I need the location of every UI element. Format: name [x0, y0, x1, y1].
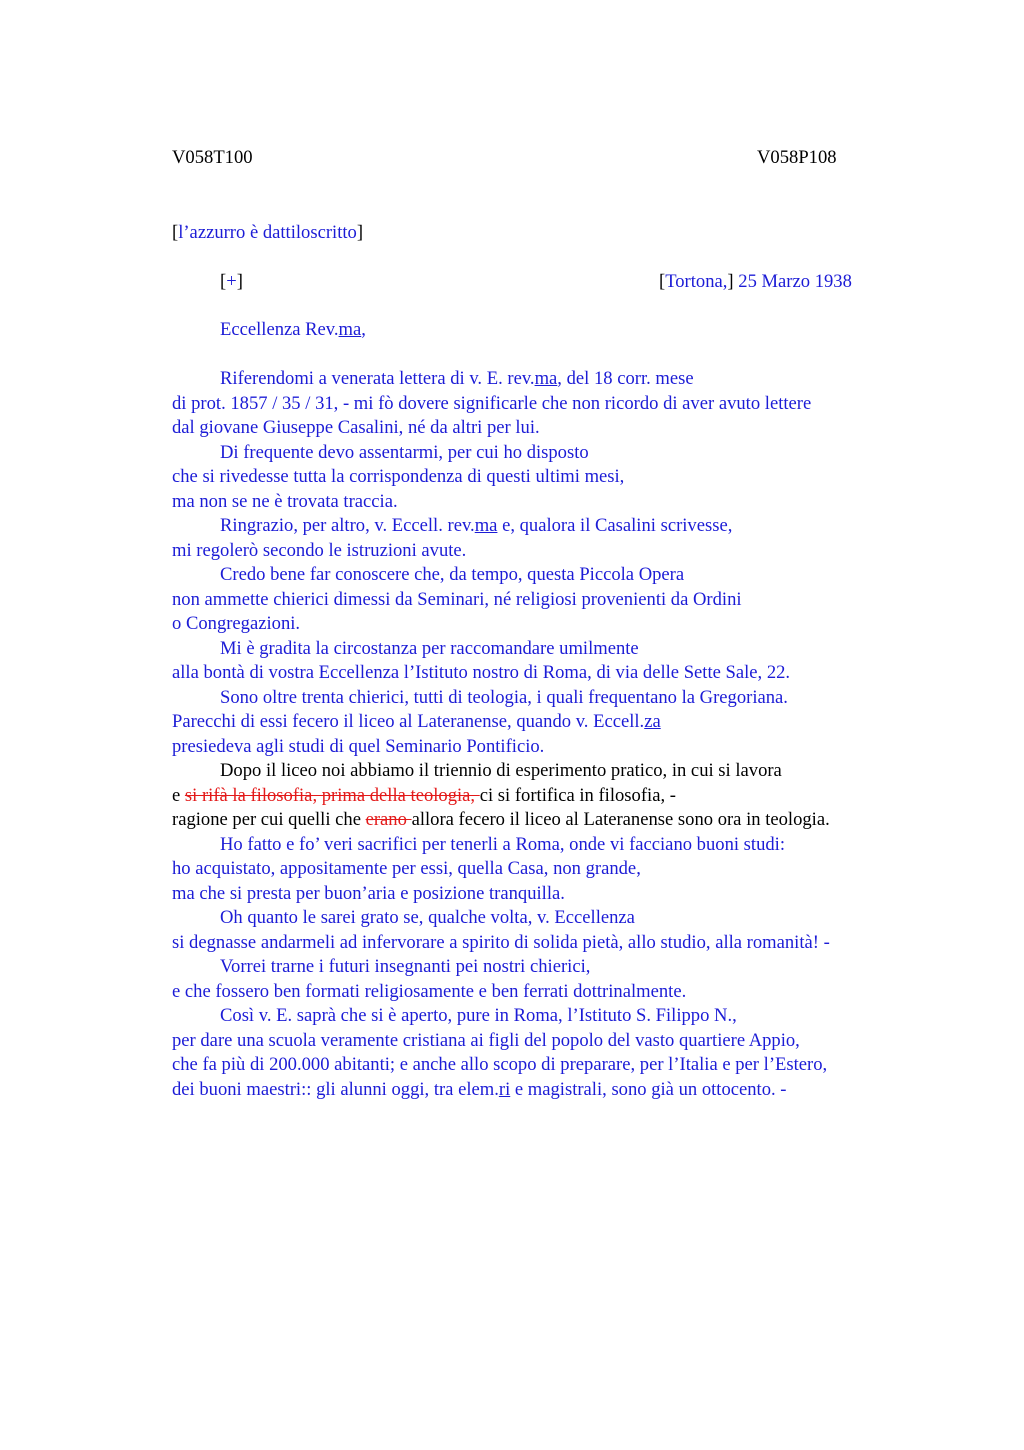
text-run: Riferendomi a venerata lettera di v. E. rev. — [220, 368, 535, 389]
body-line: per dare una scuola veramente cristiana ai figli del popolo del vasto quartiere Appio, — [172, 1029, 800, 1051]
bracket-open: [ — [172, 222, 179, 243]
text-run: Ringrazio, per altro, v. Eccell. rev. — [220, 515, 475, 536]
text-run: e — [172, 784, 185, 806]
document-code-left: V058T100 — [172, 147, 253, 168]
text-run: ragione per cui quelli che — [172, 809, 366, 830]
text-run: allora fecero il liceo al Lateranense sono ora in teologia. — [411, 809, 830, 830]
body-line: presiedeva agli studi di quel Seminario Pontificio. — [172, 735, 545, 757]
body-line: e che fossero ben formati religiosamente e ben ferrati dottrinalmente. — [172, 980, 687, 1002]
body-line: dal giovane Giuseppe Casalini, né da altri per lui. — [172, 417, 540, 438]
bracket-close: ] — [727, 271, 734, 292]
body-line: Credo bene far conoscere che, da tempo, questa Piccola Opera — [220, 564, 685, 585]
body-line: Sono oltre trenta chierici, tutti di teologia, i quali frequentano la Gregoriana. — [220, 686, 788, 708]
salutation — [220, 318, 366, 342]
body-line: ma non se ne è trovata traccia. — [172, 490, 398, 512]
body-line: Vorrei trarne i futuri insegnanti pei nostri chierici, — [220, 956, 591, 977]
body-line — [172, 1078, 830, 1103]
punctuation: , — [361, 319, 366, 340]
letter-date: 25 Marzo 1938 — [733, 271, 852, 292]
cross-mark — [220, 270, 243, 294]
handwritten-line — [172, 808, 830, 833]
abbreviation: za — [644, 711, 661, 732]
deleted-text: erano — [365, 809, 412, 830]
body-line: mi regolerò secondo le istruzioni avute. — [172, 539, 467, 561]
text-run: dei buoni maestri:: gli alunni oggi, tra elem. — [172, 1078, 499, 1100]
body-line: non ammette chierici dimessi da Seminari, né religiosi provenienti da Ordini — [172, 588, 742, 610]
abbreviation: ma — [534, 368, 558, 389]
handwritten-line — [172, 784, 830, 809]
bracket-open: [ — [220, 271, 227, 292]
body-line — [172, 514, 830, 539]
body-line: Ho fatto e fo’ veri sacrifici per tenerli a Roma, onde vi facciano buoni studi: — [220, 833, 786, 855]
body-line: che si rivedesse tutta la corrispondenza di questi ultimi mesi, — [172, 466, 625, 487]
abbreviation: ri — [498, 1078, 511, 1100]
body-line: Mi è gradita la circostanza per raccomandare umilmente — [220, 637, 639, 659]
body-line: Oh quanto le sarei grato se, qualche volta, v. Eccellenza — [220, 907, 635, 928]
abbreviation: ma — [338, 319, 362, 340]
cross-symbol: + — [226, 271, 237, 292]
body-line: alla bontà di vostra Eccellenza l’Istituto nostro di Roma, di via delle Sette Sale, 22. — [172, 662, 791, 683]
text-run: e magistrali, sono già un ottocento. - — [510, 1078, 787, 1100]
bracket-close: ] — [236, 271, 243, 292]
letter-body — [172, 367, 830, 1102]
body-line: di prot. 1857 / 35 / 31, - mi fò dovere significarle che non ricordo di aver avuto lettere — [172, 392, 812, 414]
editorial-note-text: l’azzurro è dattiloscritto — [178, 222, 357, 243]
place-date — [659, 270, 852, 294]
text-run: , del 18 corr. mese — [557, 368, 694, 389]
body-line: ma che si presta per buon’aria e posizione tranquilla. — [172, 882, 565, 904]
body-line: Così v. E. saprà che si è aperto, pure in Roma, l’Istituto S. Filippo N., — [220, 1005, 737, 1026]
bracket-close: ] — [356, 222, 364, 243]
place-name: Tortona, — [665, 271, 728, 292]
body-line: ho acquistato, appositamente per essi, quella Casa, non grande, — [172, 858, 641, 879]
body-line: che fa più di 200.000 abitanti; e anche allo scopo di preparare, per l’Italia e per l’Estero, — [172, 1054, 828, 1075]
editorial-note — [172, 221, 363, 245]
body-line: Di frequente devo assentarmi, per cui ho disposto — [220, 441, 589, 463]
bracket-open: [ — [659, 271, 666, 292]
body-line — [172, 710, 830, 735]
deleted-text: si rifà la filosofia, prima della teologia, — [184, 784, 480, 806]
abbreviation: ma — [474, 515, 498, 536]
body-line: si degnasse andarmeli ad infervorare a spirito di solida pietà, allo studio, alla romanità! - — [172, 931, 830, 953]
body-line: o Congregazioni. — [172, 613, 301, 634]
document-code-right: V058P108 — [757, 147, 837, 168]
salutation-text: Eccellenza Rev. — [220, 319, 339, 340]
handwritten-line: Dopo il liceo noi abbiamo il triennio di esperimento pratico, in cui si lavora — [220, 760, 782, 781]
text-run: Parecchi di essi fecero il liceo al Lateranense, quando v. Eccell. — [172, 711, 645, 732]
body-line — [172, 367, 830, 392]
text-run: ci si fortifica in filosofia, - — [479, 784, 676, 806]
text-run: e, qualora il Casalini scrivesse, — [497, 515, 733, 536]
